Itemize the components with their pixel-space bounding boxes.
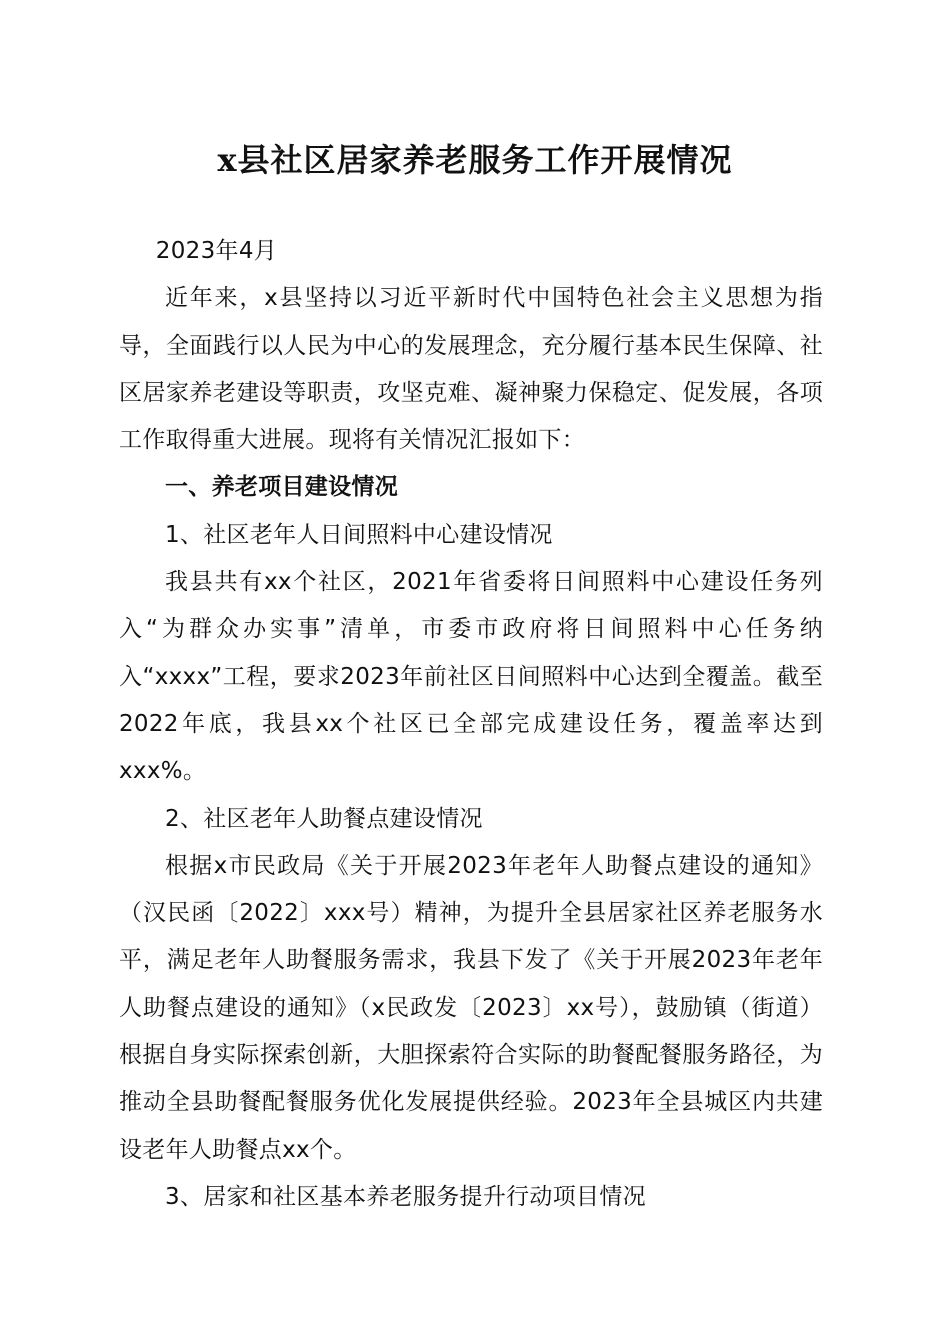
document-date: 2023年4月: [155, 238, 278, 264]
document-title: x县社区居家养老服务工作开展情况: [217, 141, 733, 179]
section-heading-1: 一、养老项目建设情况: [165, 474, 398, 501]
subsection-heading-1: 1、社区老年人日间照料中心建设情况: [165, 521, 553, 548]
subsection-heading-2: 2、社区老年人助餐点建设情况: [165, 805, 483, 832]
subsection-heading-3: 3、居家和社区基本养老服务提升行动项目情况: [165, 1183, 646, 1210]
document-body: [119, 228, 823, 1221]
paragraph-day-care-centers: 我县共有xx个社区，2021年省委将日间照料中心建设任务列入“为群众办实事”清单，市委市政府将日间照料中心任务纳入“xxxx”工程，要求2023年前社区日间照料中心达到全覆盖。截至2022年底，我县xx个社区已全部完成建设任务，覆盖率达到xxx%。: [119, 569, 823, 785]
paragraph-meal-points: 根据x市民政局《关于开展2023年老年人助餐点建设的通知》（汉民函〔2022〕xxx号）精神，为提升全县居家社区养老服务水平，满足老年人助餐服务需求，我县下发了《关于开展2023年老年人助餐点建设的通知》（x民政发〔2023〕xx号），鼓励镇（街道）根据自身实际探索创新，大胆探索符合实际的助餐配餐服务路径，为推动全县助餐配餐服务优化发展提供经验。2023年全县城区内共建设老年人助餐点xx个。: [119, 852, 823, 1163]
intro-paragraph: 近年来，x县坚持以习近平新时代中国特色社会主义思想为指导，全面践行以人民为中心的发展理念，充分履行基本民生保障、社区居家养老建设等职责，攻坚克难、凝神聚力保稳定、促发展，各项工作取得重大进展。现将有关情况汇报如下：: [119, 285, 823, 454]
